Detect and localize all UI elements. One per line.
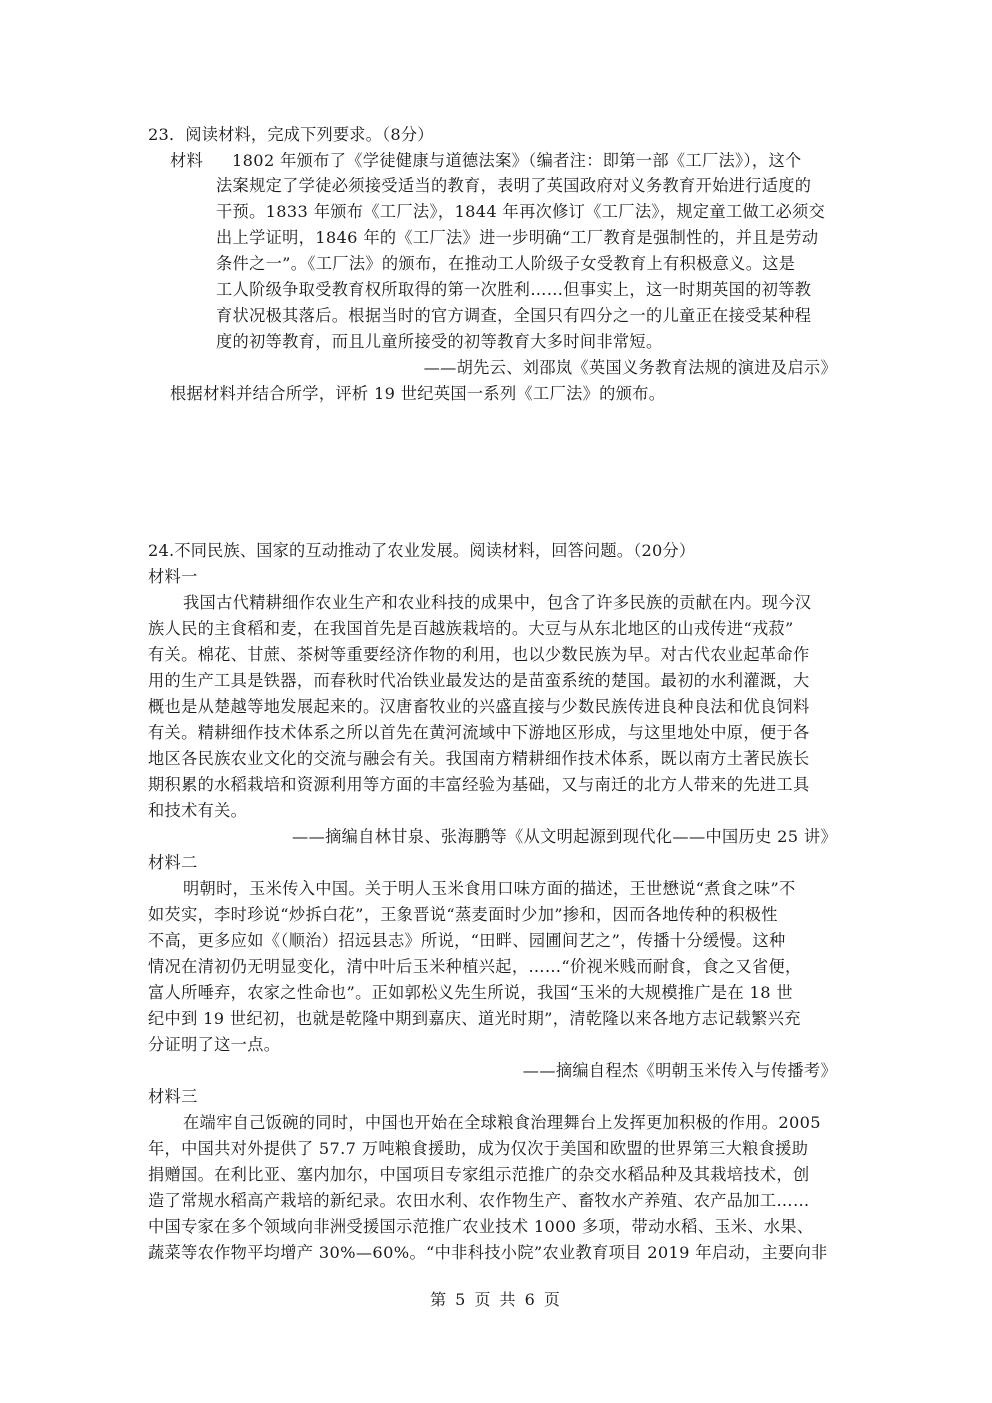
q24-material-1-line: 和技术有关。 xyxy=(148,801,248,820)
q24-material-3-line: 年，中国共对外提供了 57.7 万吨粮食援助，成为仅次于美国和欧盟的世界第三大粮食援助 xyxy=(148,1139,809,1158)
question-24-title: 24.不同民族、国家的互动推动了农业发展。阅读材料，回答问题。（20分） xyxy=(148,541,696,560)
q24-material-2-line: 分证明了这一点。 xyxy=(148,1035,281,1054)
q23-material-line: 1802 年颁布了《学徒健康与道德法案》（编者注：即第一部《工厂法》），这个 xyxy=(232,151,802,170)
q24-material-1-line: 有关。棉花、甘蔗、茶树等重要经济作物的利用，也以少数民族为早。对古代农业起革命作 xyxy=(148,645,810,664)
q24-material-1-line: 有关。精耕细作技术体系之所以首先在黄河流域中下游地区形成，与这里地处中原，便于各 xyxy=(148,723,810,742)
q24-material-1-line: 概也是从楚越等地发展起来的。汉唐畜牧业的兴盛直接与少数民族传进良种良法和优良饲料 xyxy=(148,697,810,716)
q23-material-line: 育状况极其落后。根据当时的官方调查，全国只有四分之一的儿童正在接受某种程 xyxy=(216,306,812,325)
q24-material-1-line: 期积累的水稻栽培和资源利用等方面的丰富经验为基础，又与南迁的北方人带来的先进工具 xyxy=(148,775,810,794)
q23-material-line: 法案规定了学徒必须接受适当的教育，表明了英国政府对义务教育开始进行适度的 xyxy=(216,176,812,195)
q23-material-line: 条件之一”。《工厂法》的颁布，在推动工人阶级子女受教育上有积极意义。这是 xyxy=(216,254,796,273)
q24-material-2-line: 富人所唾弃，农家之性命也”。正如郭松义先生所说，我国“玉米的大规模推广是在 18 世 xyxy=(148,983,793,1002)
q23-question-prompt: 根据材料并结合所学，评析 19 世纪英国一系列《工厂法》的颁布。 xyxy=(170,384,666,403)
q24-material-1-line: 我国古代精耕细作农业生产和农业科技的成果中，包含了许多民族的贡献在内。现今汉 xyxy=(183,593,812,612)
question-23-title: 23．阅读材料，完成下列要求。（8分） xyxy=(148,125,434,144)
q23-source-citation: ——胡先云、刘邵岚《英国义务教育法规的演进及启示》 xyxy=(423,358,837,377)
q24-material-2-line: 如芡实，李时珍说“炒拆白花”，王象晋说“蒸麦面时少加”掺和，因而各地传种的积极性 xyxy=(148,905,778,924)
q24-material-1-label: 材料一 xyxy=(148,567,198,586)
q24-material-3-line: 在端牢自己饭碗的同时，中国也开始在全球粮食治理舞台上发挥更加积极的作用。2005 xyxy=(183,1113,821,1132)
q23-material-line: 出上学证明，1846 年的《工厂法》进一步明确“工厂教育是强制性的，并且是劳动 xyxy=(216,228,819,247)
q24-material-2-source: ——摘编自程杰《明朝玉米传入与传播考》 xyxy=(522,1061,837,1080)
q24-material-3-line: 蔬菜等农作物平均增产 30%—60%。“中非科技小院”农业教育项目 2019 年启动，主要向非 xyxy=(148,1243,828,1262)
q23-material-line: 干预。1833 年颁布《工厂法》，1844 年再次修订《工厂法》，规定童工做工必须交 xyxy=(216,202,826,221)
q24-material-1-line: 地区各民族农业文化的交流与融会有关。我国南方精耕细作技术体系，既以南方土著民族长 xyxy=(148,749,810,768)
q24-material-2-label: 材料二 xyxy=(148,853,198,872)
q24-material-3-line: 捐赠国。在利比亚、塞内加尔，中国项目专家组示范推广的杂交水稻品种及其栽培技术，创 xyxy=(148,1165,810,1184)
q24-material-3-label: 材料三 xyxy=(148,1087,198,1106)
q24-material-1-source: ——摘编自林甘泉、张海鹏等《从文明起源到现代化——中国历史 25 讲》 xyxy=(292,827,837,846)
q24-material-3-line: 中国专家在多个领域向非洲受援国示范推广农业技术 1000 多项，带动水稻、玉米、水果、 xyxy=(148,1217,814,1236)
q24-material-2-line: 明朝时，玉米传入中国。关于明人玉米食用口味方面的描述，王世懋说“煮食之味”不 xyxy=(183,879,796,898)
page-number-footer: 第 5 页 共 6 页 xyxy=(430,1290,562,1309)
q23-material-line: 工人阶级争取受教育权所取得的第一次胜利……但事实上，这一时期英国的初等教 xyxy=(216,280,812,299)
q24-material-3-line: 造了常规水稻高产栽培的新纪录。农田水利、农作物生产、畜牧水产养殖、农产品加工…… xyxy=(148,1191,810,1210)
q24-material-2-line: 情况在清初仍无明显变化，清中叶后玉米种植兴起，……“价视米贱而耐食，食之又省便， xyxy=(148,957,802,976)
q24-material-1-line: 族人民的主食稻和麦，在我国首先是百越族栽培的。大豆与从东北地区的山戎传进“戎菽” xyxy=(148,619,794,638)
q24-material-1-line: 用的生产工具是铁器，而春秋时代冶铁业最发达的是苗蛮系统的楚国。最初的水利灌溉，大 xyxy=(148,671,810,690)
q24-material-2-line: 纪中到 19 世纪初，也就是乾隆中期到嘉庆、道光时期”，清乾隆以来各地方志记载繁兴充 xyxy=(148,1009,801,1028)
q24-material-2-line: 不高，更多应如《（顺治）招远县志》所说，“田畔、园圃间艺之”，传播十分缓慢。这种 xyxy=(148,931,786,950)
q23-material-label: 材料 xyxy=(170,151,204,170)
q23-material-line: 度的初等教育，而且儿童所接受的初等教育大多时间非常短。 xyxy=(216,332,663,351)
